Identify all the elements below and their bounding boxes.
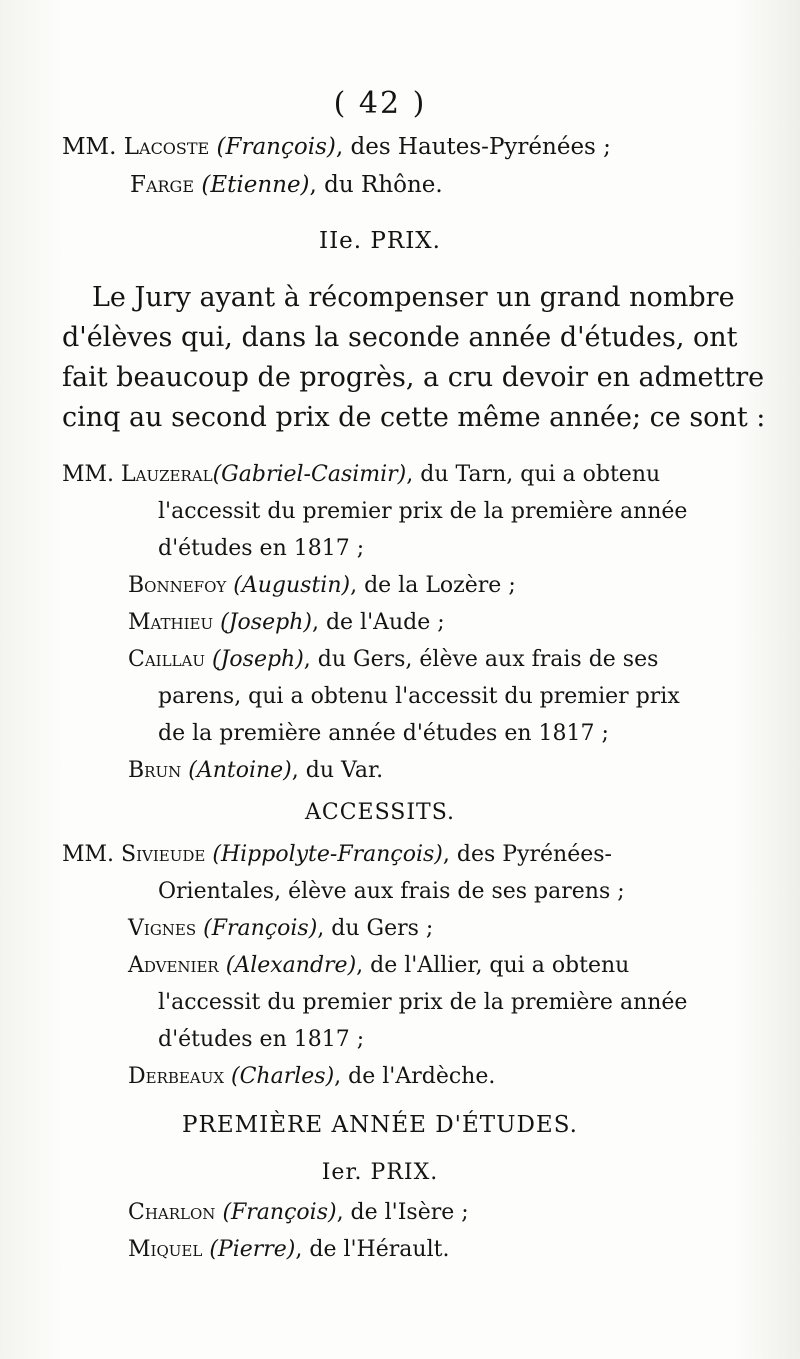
given-name: (François)	[203, 916, 318, 941]
origin: , du Rhône.	[309, 172, 443, 198]
surname: Sivieude	[121, 842, 206, 867]
given-name: (François)	[222, 1200, 337, 1225]
given-name: (Joseph)	[220, 610, 312, 635]
entry-vignes	[128, 916, 433, 941]
entry-miquel	[128, 1237, 449, 1262]
entry-continuation: d'études en 1817 ;	[158, 1027, 365, 1052]
origin: , du Gers, élève aux frais de ses	[303, 647, 659, 672]
given-name: (François)	[216, 134, 336, 160]
given-name: (Joseph)	[212, 647, 304, 672]
mm-label: MM.	[62, 134, 117, 160]
entry-farge	[130, 172, 443, 198]
origin: , des Pyrénées-	[442, 842, 612, 867]
entry-continuation: l'accessit du premier prix de la première année	[158, 499, 688, 524]
entry-advenier	[128, 953, 629, 978]
entry-continuation: parens, qui a obtenu l'accessit du premier prix	[158, 684, 680, 709]
entry-brun	[128, 758, 383, 783]
origin: , de l'Hérault.	[295, 1237, 450, 1262]
given-name: (Hippolyte-François)	[212, 842, 443, 867]
surname: Charlon	[128, 1200, 216, 1225]
given-name: (Etienne)	[201, 172, 310, 198]
paragraph-line-3: fait beaucoup de progrès, a cru devoir en admettre	[62, 362, 765, 393]
mm-label: MM.	[62, 462, 115, 487]
given-name: (Gabriel-Casimir)	[212, 462, 407, 487]
entry-derbeaux	[128, 1064, 495, 1089]
origin: , de la Lozère ;	[350, 573, 516, 598]
accessits-heading: ACCESSITS.	[304, 800, 455, 825]
origin: , de l'Isère ;	[336, 1200, 469, 1225]
surname: Mathieu	[128, 610, 214, 635]
surname: Caillau	[128, 647, 205, 672]
mm-label: MM.	[62, 842, 115, 867]
paragraph-line-4: cinq au second prix de cette même année; ce sont :	[62, 402, 766, 433]
paragraph-line-2: d'élèves qui, dans la seconde année d'études, ont	[62, 322, 738, 353]
entry-lacoste	[62, 134, 611, 160]
entry-continuation: Orientales, élève aux frais de ses parens ;	[158, 879, 625, 904]
origin: , de l'Aude ;	[311, 610, 445, 635]
surname: Vignes	[128, 916, 197, 941]
entry-mathieu	[128, 610, 445, 635]
surname: Bonnefoy	[128, 573, 227, 598]
surname: Farge	[130, 172, 195, 198]
given-name: (Augustin)	[233, 573, 351, 598]
entry-continuation: de la première année d'études en 1817 ;	[158, 721, 609, 746]
origin: , des Hautes-Pyrénées ;	[335, 134, 611, 160]
entry-caillau	[128, 647, 658, 672]
first-year-heading: PREMIÈRE ANNÉE D'ÉTUDES.	[182, 1112, 578, 1138]
origin: , de l'Allier, qui a obtenu	[356, 953, 630, 978]
page-number: ( 42 )	[333, 86, 427, 121]
origin: , du Tarn, qui a obtenu	[406, 462, 661, 487]
first-prize-heading: Ier. PRIX.	[321, 1160, 439, 1185]
surname: Brun	[128, 758, 182, 783]
given-name: (Alexandre)	[225, 953, 357, 978]
given-name: (Charles)	[231, 1064, 335, 1089]
surname: Lacoste	[123, 134, 210, 160]
origin: , de l'Ardèche.	[334, 1064, 496, 1089]
entry-sivieude	[62, 842, 612, 867]
surname: Advenier	[128, 953, 219, 978]
entry-bonnefoy	[128, 573, 516, 598]
entry-lauzeral	[62, 462, 660, 487]
origin: , du Gers ;	[317, 916, 434, 941]
surname: Miquel	[128, 1237, 203, 1262]
second-prize-heading: IIe. PRIX.	[319, 228, 441, 254]
given-name: (Pierre)	[209, 1237, 296, 1262]
entry-continuation: d'études en 1817 ;	[158, 536, 365, 561]
surname: Derbeaux	[128, 1064, 225, 1089]
surname: Lauzeral	[121, 462, 213, 487]
paragraph-line-1: Le Jury ayant à récompenser un grand nombre	[92, 282, 735, 313]
origin: , du Var.	[291, 758, 384, 783]
entry-continuation: l'accessit du premier prix de la première année	[158, 990, 688, 1015]
given-name: (Antoine)	[188, 758, 292, 783]
entry-charlon	[128, 1200, 469, 1225]
